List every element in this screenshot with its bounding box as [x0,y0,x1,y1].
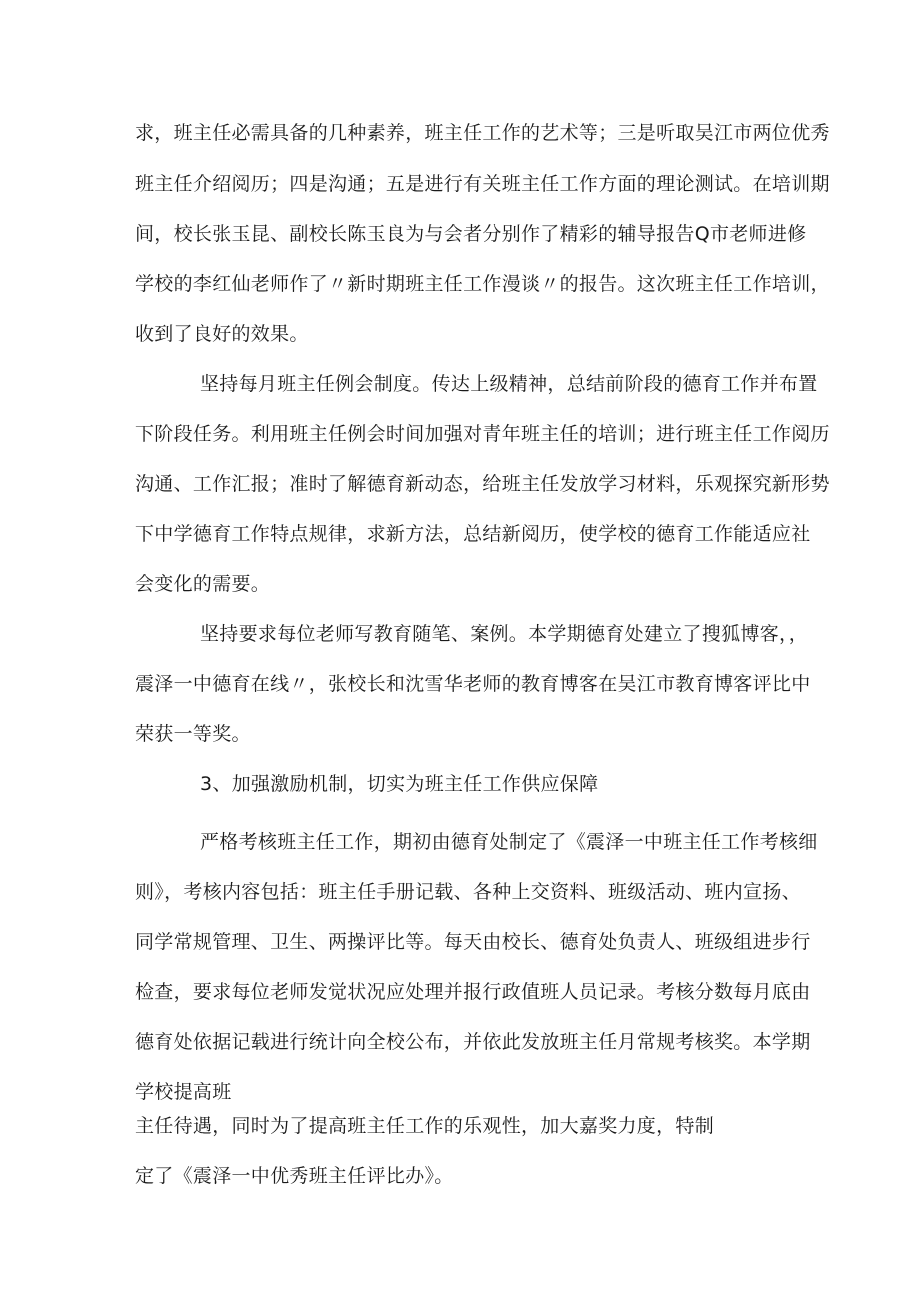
text-line: 检查，要求每位老师发觉状况应处理并报行政值班人员记录。考核分数每月底由 [135,981,811,1003]
text-line: 下阶段任务。利用班主任例会时间加强对青年班主任的培训；进行班主任工作阅历 [135,423,830,445]
text-line: 收到了良好的效果。 [135,323,309,345]
text-line: 求，班主任必需具备的几种素养，班主任工作的艺术等；三是听取吴江市两位优秀 [135,122,830,144]
text-line: 荣获一等奖。 [135,723,251,745]
text-line: 学校提高班 [135,1081,232,1103]
text-line: 坚持要求每位老师写教育随笔、案例。本学期德育处建立了搜狐博客，， [200,623,809,645]
text-line: 会变化的需要。 [135,573,271,595]
text-line: 沟通、工作汇报；准时了解德育新动态，给班主任发放学习材料，乐观探究新形势 [135,473,830,495]
text-line: 同学常规管理、卫生、两操评比等。每天由校长、德育处负责人、班级组进步行 [135,931,811,953]
text-line: 德育处依据记载进行统计向全校公布，并依此发放班主任月常规考核奖。本学期 [135,1031,811,1053]
text-line: 则》，考核内容包括：班主任手册记载、各种上交资料、班级活动、班内宣扬、 [135,881,802,903]
text-line: 学校的李红仙老师作了〃新时期班主任工作漫谈〃的报告。这次班主任工作培训， [135,273,830,295]
text-line: 下中学德育工作特点规律，求新方法，总结新阅历，使学校的德育工作能适应社 [135,523,811,545]
text-line: 主任待遇，同时为了提高班主任工作的乐观性，加大嘉奖力度，特制 [135,1115,715,1137]
text-line: 严格考核班主任工作，期初由德育处制定了《震泽一中班主任工作考核细 [200,831,818,853]
section-heading: 3、加强激励机制，切实为班主任工作供应保障 [200,773,599,795]
text-line: 坚持每月班主任例会制度。传达上级精神，总结前阶段的德育工作并布置 [200,373,818,395]
text-line: 定了《震泽一中优秀班主任评比办》。 [135,1165,454,1187]
text-line: 间，校长张玉昆、副校长陈玉良为与会者分别作了精彩的辅导报告Q市老师进修 [135,223,807,245]
text-line: 班主任介绍阅历；四是沟通；五是进行有关班主任工作方面的理论测试。在培训期 [135,173,830,195]
text-line: 震泽一中德育在线〃，张校长和沈雪华老师的教育博客在吴江市教育博客评比中 [135,673,811,695]
